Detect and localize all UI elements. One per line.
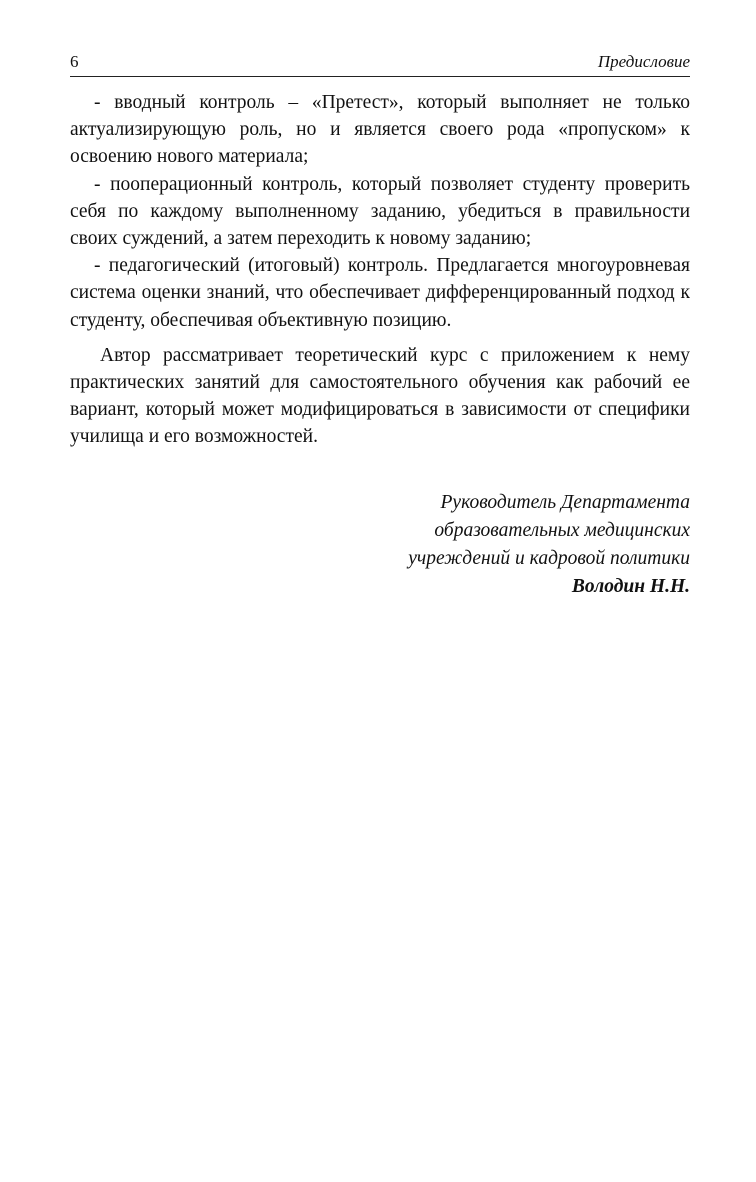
paragraph-author: Автор рассматривает теоретический курс с приложением к нему практических занятий для самостоятельного обучения как рабочий ее вариант, который может модифицироваться в зависимости от специфики училища и его возможностей.: [70, 344, 690, 448]
signature-name: Володин Н.Н.: [571, 575, 690, 597]
document-page: [70, 52, 690, 601]
paragraph-pedagogical-control: - педагогический (итоговый) контроль. Предлагается многоуровневая система оценки знаний, что обеспечивает дифференцированный подход к студенту, обеспечивая объективную позицию.: [70, 255, 690, 331]
paragraph-operational-control: - пооперационный контроль, который позволяет студенту проверить себя по каждому выполненному заданию, убедиться в правильности своих суждений, а затем переходить к новому заданию;: [70, 173, 690, 250]
paragraph-entry-control: - вводный контроль – «Претест», который выполняет не только актуализирующую роль, но и является своего рода «пропуском» к освоению нового материала;: [70, 92, 690, 168]
page-header: [70, 52, 690, 77]
body-text: [70, 89, 690, 451]
page-number: 6: [70, 52, 79, 71]
running-title: Предисловие: [597, 52, 690, 71]
signature-line-1: Руководитель Департамента: [440, 491, 690, 513]
signature-line-2: образовательных медицинских: [434, 519, 690, 541]
signature-block: [70, 489, 690, 601]
signature-line-3: учреждений и кадровой политики: [408, 547, 690, 569]
